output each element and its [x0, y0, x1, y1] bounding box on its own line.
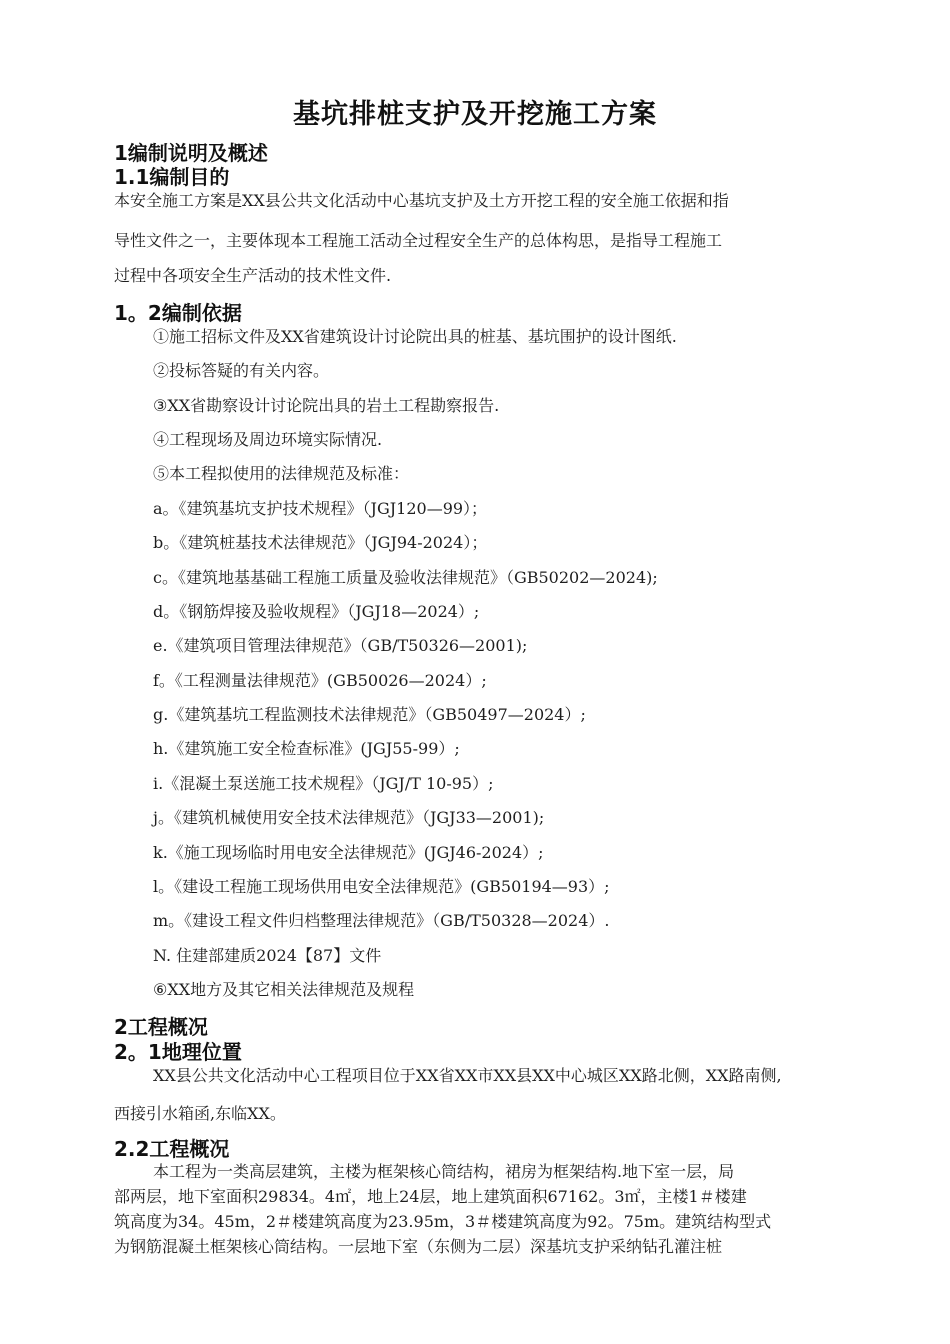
list-item: m。《建设工程文件归档整理法律规范》（GB/T50328—2024）.	[153, 911, 610, 930]
paragraph-line: 过程中各项安全生产活动的技术性文件.	[114, 266, 392, 285]
paragraph-line: 本安全施工方案是XX县公共文化活动中心基坑支护及土方开挖工程的安全施工依据和指	[114, 191, 729, 210]
list-item: f。《工程测量法律规范》(GB50026—2024）;	[153, 671, 487, 690]
list-item: N. 住建部建质2024【87】文件	[153, 946, 382, 965]
list-item: g.《建筑基坑工程监测技术法律规范》（GB50497—2024）;	[153, 705, 586, 724]
section-heading-1: 1编制说明及概述	[114, 141, 268, 165]
paragraph-line: 西接引水箱函,东临XX。	[114, 1104, 286, 1123]
list-item: c。《建筑地基基础工程施工质量及验收法律规范》（GB50202—2024);	[153, 568, 658, 587]
list-item: k.《施工现场临时用电安全法律规范》(JGJ46-2024）;	[153, 843, 544, 862]
paragraph-line: 导性文件之一，主要体现本工程施工活动全过程安全生产的总体构思，是指导工程施工	[114, 231, 723, 250]
list-item: l。《建设工程施工现场供用电安全法律规范》(GB50194—93）;	[153, 877, 610, 896]
subsection-heading-1-1: 1.1编制目的	[114, 165, 230, 189]
paragraph-line: XX县公共文化活动中心工程项目位于XX省XX市XX县XX中心城区XX路北侧，XX路南侧,	[153, 1066, 782, 1085]
section-heading-2: 2工程概况	[114, 1015, 208, 1039]
subsection-heading-2-1: 2。1地理位置	[114, 1040, 242, 1064]
list-item: d。《钢筋焊接及验收规程》（JGJ18—2024）;	[153, 602, 480, 621]
list-item: b。《建筑桩基技术法律规范》（JGJ94-2024）；	[153, 533, 488, 552]
list-item: h.《建筑施工安全检查标准》(JGJ55-99）;	[153, 739, 460, 758]
list-item: j。《建筑机械使用安全技术法律规范》（JGJ33—2001);	[153, 808, 545, 827]
subsection-heading-2-2: 2.2工程概况	[114, 1137, 230, 1161]
list-item: i.《混凝土泵送施工技术规程》（JGJ/T 10-95）;	[153, 774, 494, 793]
list-item: e.《建筑项目管理法律规范》（GB/T50326—2001);	[153, 636, 528, 655]
list-item: ②投标答疑的有关内容。	[153, 361, 330, 380]
paragraph-line: 部两层，地下室面积29834。4㎡，地上24层，地上建筑面积67162。3㎡，主楼1＃楼建	[114, 1187, 747, 1206]
list-item: ⑥XX地方及其它相关法律规范及规程	[153, 980, 415, 999]
list-item: ④工程现场及周边环境实际情况.	[153, 430, 383, 449]
paragraph-line: 本工程为一类高层建筑，主楼为框架核心筒结构，裙房为框架结构.地下室一层，局	[153, 1162, 735, 1181]
subsection-heading-1-2: 1。2编制依据	[114, 301, 242, 325]
paragraph-line: 筑高度为34。45m，2＃楼建筑高度为23.95m，3＃楼建筑高度为92。75m。建筑结构型式	[114, 1212, 772, 1231]
paragraph-line: 为钢筋混凝土框架核心筒结构。一层地下室（东侧为二层）深基坑支护采纳钻孔灌注桩	[114, 1237, 723, 1256]
list-item: ①施工招标文件及XX省建筑设计讨论院出具的桩基、基坑围护的设计图纸.	[153, 327, 677, 346]
list-item: ③XX省勘察设计讨论院出具的岩土工程勘察报告.	[153, 396, 500, 415]
document-title: 基坑排桩支护及开挖施工方案	[293, 99, 657, 130]
list-item: ⑤本工程拟使用的法律规范及标准：	[153, 464, 410, 483]
list-item: a。《建筑基坑支护技术规程》（JGJ120—99）；	[153, 499, 488, 518]
